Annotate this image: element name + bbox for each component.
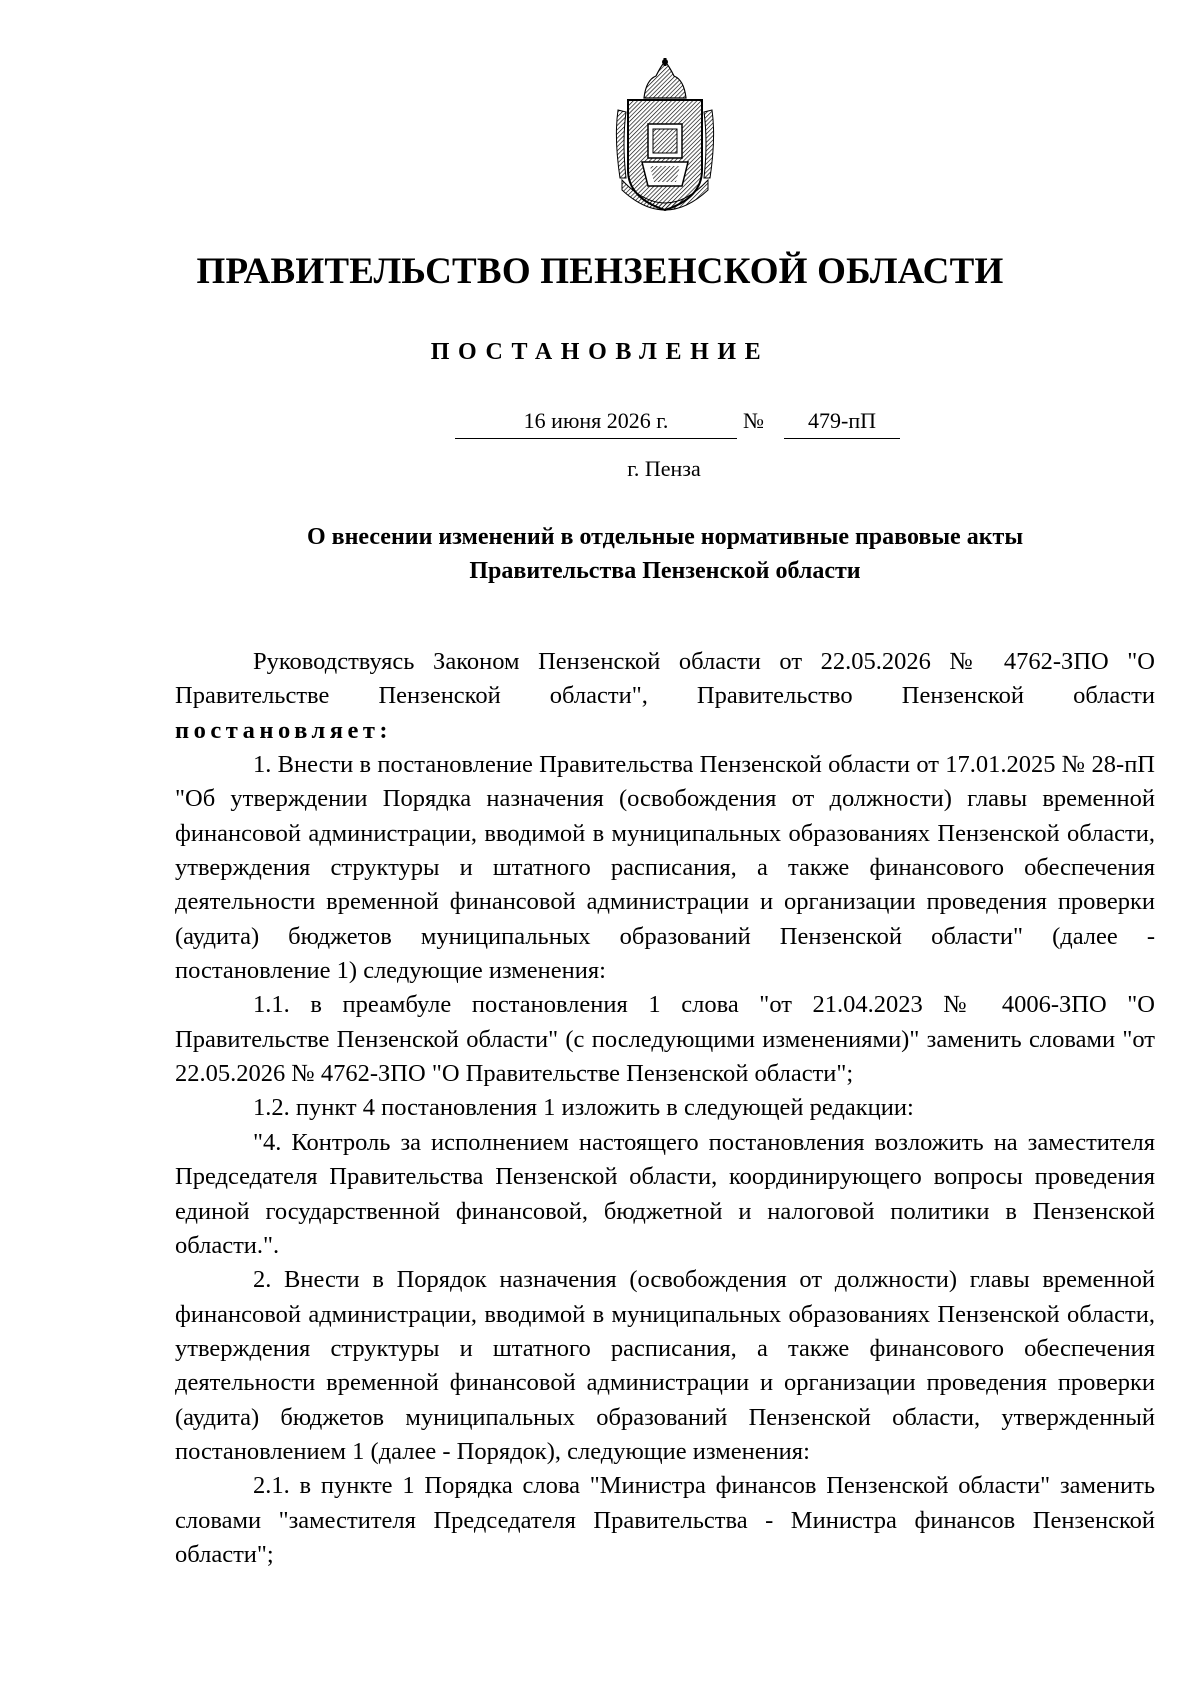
document-type: ПОСТАНОВЛЕНИЕ: [430, 339, 770, 365]
organization-title: ПРАВИТЕЛЬСТВО ПЕНЗЕНСКОЙ ОБЛАСТИ: [196, 251, 1004, 292]
number-sign: №: [743, 408, 764, 433]
subject-line-2: Правительства Пензенской области: [469, 558, 861, 584]
document-subject: [175, 520, 1155, 588]
decides-word: постановляет:: [175, 716, 393, 744]
paragraph-2-1: 2.1. в пункте 1 Порядка слова "Министра финансов Пензенской области" заменить словами "заместителя Председателя Правительства - Министра финансов Пензенской области";: [175, 1472, 1155, 1568]
document-body: [175, 645, 1155, 1572]
date-number-line: [0, 409, 1200, 439]
paragraph-1-1: 1.1. в преамбуле постановления 1 слова "от 21.04.2023 № 4006-ЗПО "О Правительстве Пензенской области" (с последующими изменениями)" заменить словами "от 22.05.2026 № 4762-ЗПО "О Правительстве Пензенской области";: [175, 991, 1155, 1088]
paragraph-2: 2. Внести в Порядок назначения (освобождения от должности) главы временной финансовой администрации, вводимой в муниципальных образованиях Пензенской области, утверждения структуры и штатного расписания, а также финансового обеспечения деятельности временной финансовой администрации и организации проведения проверки (аудита) бюджетов муниципальных образований Пензенской области, утвержденный постановлением 1 (далее - Порядок), следующие изменения:: [175, 1266, 1155, 1465]
paragraph-1: 1. Внести в постановление Правительства Пензенской области от 17.01.2025 № 28-пП "Об утверждении Порядка назначения (освобождения от должности) главы временной финансовой администрации, вводимой в муниципальных образованиях Пензенской области, утверждения структуры и штатного расписания, а также финансового обеспечения деятельности временной финансовой администрации и организации проведения проверки (аудита) бюджетов муниципальных образований Пензенской области" (далее - постановление 1) следующие изменения:: [175, 751, 1155, 985]
paragraph-1-2: 1.2. пункт 4 постановления 1 изложить в следующей редакции:: [253, 1094, 914, 1122]
subject-line-1: О внесении изменений в отдельные нормативные правовые акты: [306, 524, 1024, 550]
document-number: 479-пП: [784, 409, 900, 439]
document-date: 16 июня 2026 г.: [455, 409, 737, 439]
paragraph-1-2-quote: "4. Контроль за исполнением настоящего постановления возложить на заместителя Председателя Правительства Пензенской области, координирующего вопросы проведения единой государственной финансовой, бюджетной и налоговой политики в Пензенской области.".: [175, 1128, 1155, 1259]
coat-of-arms-icon: [612, 58, 718, 216]
preamble-paragraph: [175, 645, 1155, 748]
city: г. Пенза: [627, 456, 701, 481]
preamble-text: Руководствуясь Законом Пензенской области от 22.05.2026 № 4762-ЗПО "О Правительстве Пензенской области", Правительство Пензенской области: [175, 648, 1155, 710]
